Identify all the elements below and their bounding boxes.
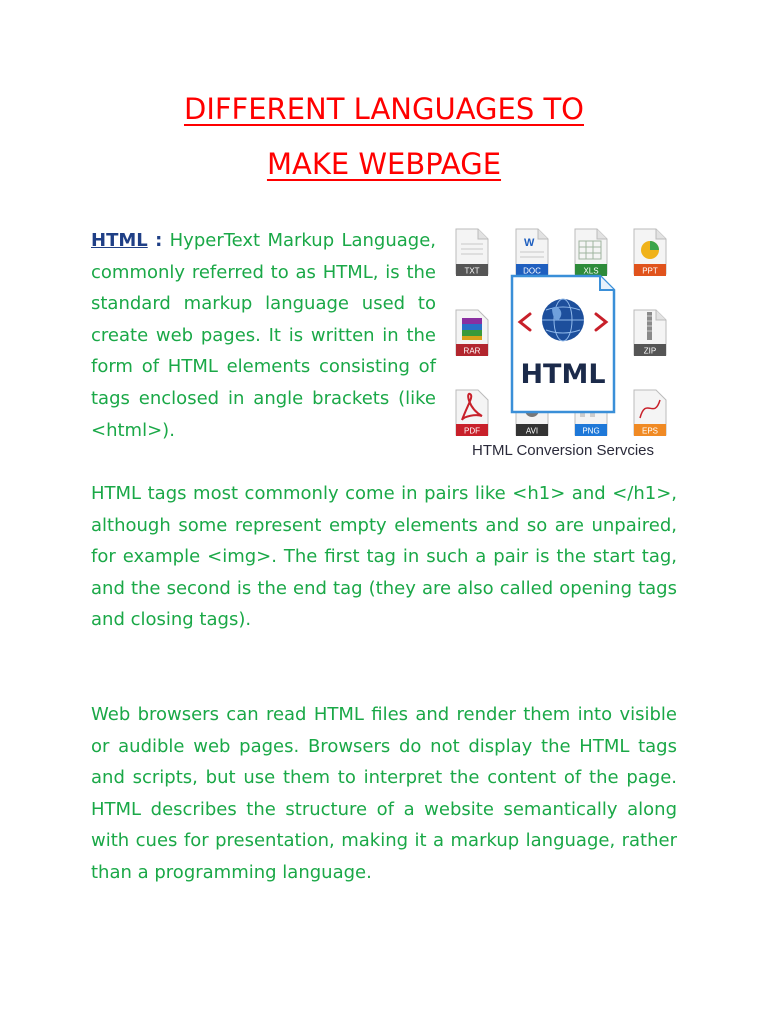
ppt-file-icon <box>634 229 666 276</box>
html-center-label: HTML <box>520 359 606 390</box>
term-separator: : <box>155 230 163 251</box>
figure-caption: HTML Conversion Servcies <box>472 442 654 459</box>
rar-file-icon <box>456 310 488 356</box>
avi-label: AVI <box>525 426 539 436</box>
pdf-label: PDF <box>464 426 480 436</box>
ppt-label: PPT <box>642 266 658 276</box>
eps-label: EPS <box>641 426 659 436</box>
html-conversion-figure <box>448 224 678 464</box>
zip-label: ZIP <box>643 346 657 356</box>
eps-file-icon <box>634 390 666 436</box>
globe-icon <box>542 299 584 341</box>
file-icons-graphic <box>448 224 678 439</box>
xls-file-icon <box>575 229 607 276</box>
intro-paragraph <box>91 225 436 446</box>
page-title-line-1: DIFFERENT LANGUAGES TO <box>183 92 584 126</box>
pdf-file-icon <box>456 390 488 436</box>
tags-paragraph: HTML tags most commonly come in pairs like <h1> and </h1>, although some represent empty elements and so are unpaired, for example <img>. The first tag in such a pair is the start tag, and the second is the end tag (they are also called opening tags and closing tags). <box>91 483 677 631</box>
xls-label: XLS <box>583 266 599 276</box>
doc-label: DOC <box>523 266 541 276</box>
rar-label: RAR <box>463 346 481 356</box>
intro-text: HyperText Markup Language, commonly referred to as HTML, is the standard markup language used to create web pages. It is written in the form of HTML elements consisting of tags enclosed in angle brackets (like <html>). <box>91 230 436 441</box>
png-label: PNG <box>582 426 600 436</box>
browsers-paragraph: Web browsers can read HTML files and render them into visible or audible web pages. Browsers do not display the HTML tags and scripts, but use them to interpret the content of the page. HTML describes the structure of a website semantically along with cues for presentation, making it a markup language, rather than a programming language. <box>91 704 677 883</box>
page-title-line-2: MAKE WEBPAGE <box>266 147 502 181</box>
html-document-icon <box>512 276 614 412</box>
zip-file-icon <box>634 310 666 356</box>
txt-file-icon <box>456 229 488 276</box>
word-letter: W <box>524 237 535 249</box>
txt-label: TXT <box>464 266 480 276</box>
html-term: HTML <box>91 230 148 251</box>
doc-file-icon <box>516 229 548 276</box>
